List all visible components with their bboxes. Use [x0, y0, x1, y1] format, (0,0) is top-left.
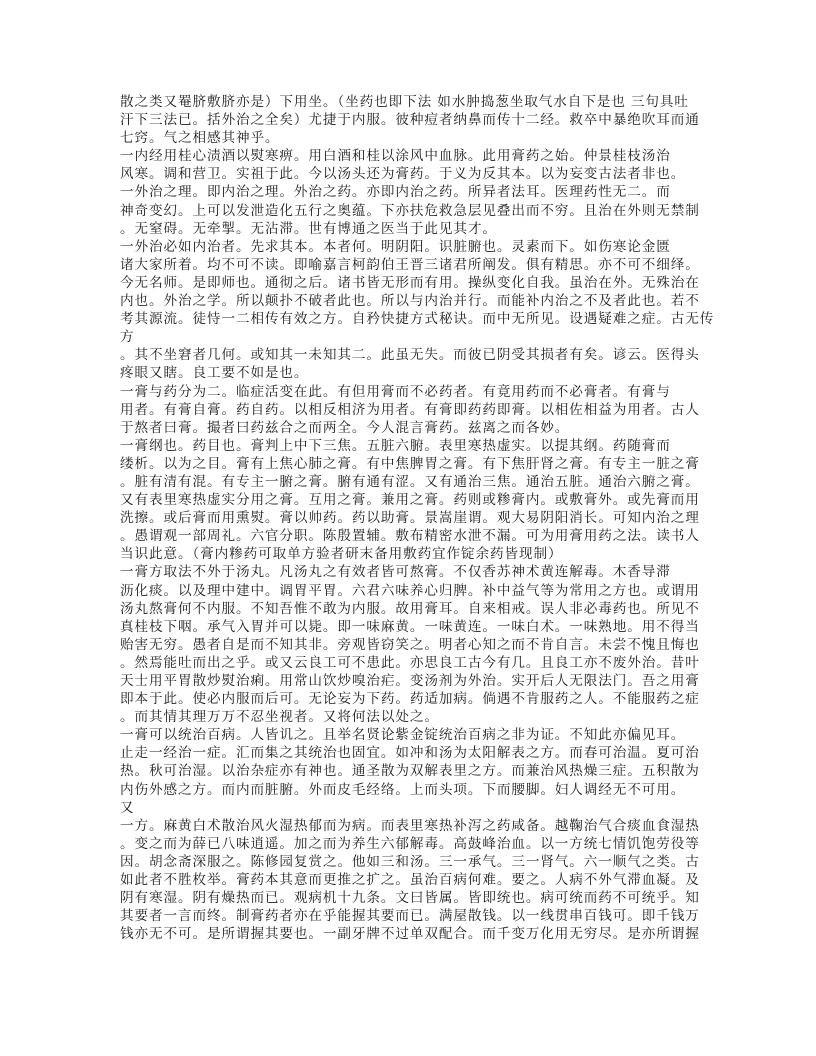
text-line: 用者。有膏自膏。药自药。以相反相济为用者。有膏即药药即膏。以相佐相益为用者。古人	[120, 401, 700, 418]
text-line: 沥化痰。以及理中建中。调胃平胃。六君六味养心归脾。补中益气等为常用之方也。或谓用	[120, 582, 700, 599]
text-line: 内也。外治之学。所以颠扑不破者此也。所以与内治并行。而能补内治之不及者此也。若不	[120, 293, 700, 310]
text-line: 一外治必如内治者。先求其本。本者何。明阴阳。识脏腑也。灵素而下。如伤寒论金匮	[120, 238, 671, 255]
text-line: 天士用平胃散炒熨治痢。用常山饮炒嗅治疟。变汤剂为外治。实开后人无限法门。吾之用膏	[120, 673, 700, 689]
text-line: 如此者不胜枚举。膏药本其意而更推之扩之。虽治百病何难。要之。人病不外气滞血凝。及	[120, 872, 700, 889]
text-line: 。无窒碍。无牵掣。无沾滞。世有博通之医当于此见其才。	[120, 220, 497, 237]
text-line: 一内经用桂心渍酒以熨寒痹。用白酒和桂以涂风中血脉。此用膏药之始。仲景桂枝汤治	[120, 148, 671, 165]
text-line: 热。秋可治湿。以治杂症亦有神也。通圣散为双解表里之方。而兼治风热燥三症。五积散为	[120, 763, 700, 780]
text-line: 即本于此。使必内服而后可。无论妄为下药。药适加病。倘遇不肯服药之人。不能服药之症	[120, 691, 700, 708]
text-line: 于熬者曰膏。撮者曰药兹合之而两全。今人混言膏药。兹离之而各妙。	[120, 419, 570, 436]
text-line: 。变之而为薛已八味逍遥。加之而为养生六郁解毒。高鼓峰治血。以一方统七情饥饱劳役等	[120, 835, 700, 852]
text-line: 神奇变幻。上可以发泄造化五行之奥蕴。下亦扶危救急层见叠出而不穷。且治在外则无禁制	[120, 202, 700, 219]
text-line: 汗下三法已。括外治之全矣）尤捷于内服。彼种痘者纳鼻而传十二经。救卒中暴绝吹耳而通	[120, 112, 700, 129]
text-line: 。愚谓观一部周礼。六官分职。陈殷置辅。敷布精密水泄不漏。可为用膏用药之法。读书人	[120, 528, 700, 545]
text-line: 又有表里寒热虚实分用之膏。互用之膏。兼用之膏。药则或糁膏内。或敷膏外。或先膏而用	[120, 492, 700, 509]
text-line: 七窍。气之相感其神乎。	[120, 130, 280, 147]
text-line: 当识此意。（膏内糁药可取单方验者研末备用敷药宜作锭余药皆现制）	[120, 546, 563, 563]
text-line: 考其源流。徒恃一二相传有效之方。自矜快捷方式秘诀。而中无所见。设遇疑难之症。古无传	[120, 311, 715, 328]
text-line: 真桂枝下咽。承气入胃并可以毙。即一味麻黄。一味黄连。一味白术。一味熟地。用不得当	[120, 618, 700, 635]
text-line: 。而其情其理万万不忍坐视者。又将何法以处之。	[120, 709, 439, 726]
text-line: 因。胡念斋深服之。陈修园复赏之。他如三和汤。三一承气。三一肾气。六一顺气之类。古	[120, 853, 700, 870]
text-line: 风寒。调和营卫。实祖于此。今以汤头还为膏药。于义为反其本。以为妄变古法者非也。	[120, 166, 686, 183]
text-line: 缕析。以为之目。膏有上焦心肺之膏。有中焦脾胃之膏。有下焦肝肾之膏。有专主一脏之膏	[120, 455, 700, 472]
text-line: 诸大家所着。均不可不读。即喻嘉言柯韵伯王晋三诸君所阐发。俱有精思。亦不可不细绎。	[120, 256, 700, 273]
text-line: 贻害无穷。愚者自是而不知其非。旁观皆窃笑之。明者心知之而不肯自言。未尝不愧且悔也	[120, 636, 700, 653]
text-line: 一方。麻黄白术散治风火湿热郁而为病。而表里寒热补泻之药咸备。越鞠治气合痰血食湿热	[120, 817, 700, 834]
text-line: 。脏有清有混。有专主一腑之膏。腑有通有涩。又有通治三焦。通治五脏。通治六腑之膏。	[120, 473, 700, 490]
text-line: 阴有寒湿。阴有燥热而已。观病机十九条。文曰皆属。皆即统也。病可统而药不可统乎。知	[120, 890, 700, 907]
text-line: 又	[120, 799, 135, 816]
document-page	[120, 93, 715, 943]
text-line: 汤丸熬膏何不内服。不知吾惟不敢为内服。故用膏耳。自来相戒。误人非必毒药也。所见不	[120, 600, 700, 617]
text-line: 止走一经治一症。汇而集之其统治也固宜。如冲和汤为太阳解表之方。而春可治温。夏可治	[120, 745, 700, 762]
text-line: 方	[120, 329, 135, 346]
text-line: 一外治之理。即内治之理。外治之药。亦即内治之药。所异者法耳。医理药性无二。而	[120, 184, 671, 201]
text-line: 。然焉能吐而出之乎。或又云良工可不患此。亦思良工古今有几。且良工亦不废外治。昔叶	[120, 654, 700, 671]
text-line: 钱亦无不可。是所谓握其要也。一副牙牌不过单双配合。而千变万化用无穷尽。是亦所谓握	[120, 926, 700, 943]
text-line: 散之类又罨脐敷脐亦是）下用坐。（坐药也即下法 如水肿捣葱坐取气水自下是也 三句具吐	[120, 94, 689, 110]
text-line: 一膏纲也。药目也。膏判上中下三焦。五脏六腑。表里寒热虚实。以提其纲。药随膏而	[120, 437, 671, 454]
text-line: 一膏方取法不外于汤丸。凡汤丸之有效者皆可熬膏。不仅香苏神术黄连解毒。木香导滞	[120, 564, 671, 581]
text-line: 今无名师。是即师也。通彻之后。诸书皆无形而有用。操纵变化自我。虽治在外。无殊治在	[120, 274, 700, 291]
text-line: 其要者一言而终。制膏药者亦在乎能握其要而已。满屋散钱。以一线贯串百钱可。即千钱万	[120, 908, 700, 925]
text-line: 一膏可以统治百病。人皆讥之。且举名贤论紫金锭统治百病之非为证。不知此亦偏见耳。	[120, 727, 686, 744]
text-line: 一膏与药分为二。临症活变在此。有但用膏而不必药者。有竟用药而不必膏者。有膏与	[120, 383, 671, 400]
text-line: 。其不坐窘者几何。或知其一未知其二。此虽无失。而彼已阴受其损者有矣。谚云。医得头	[120, 347, 700, 364]
text-line: 洗擦。或后膏而用熏熨。膏以帅药。药以助膏。景嵩崖谓。观大易阴阳消长。可知内治之理	[120, 510, 700, 527]
text-line: 疼眼又瞎。良工要不如是也。	[120, 365, 309, 382]
text-line: 内伤外感之方。而内而脏腑。外而皮毛经络。上而头项。下而腰脚。妇人调经无不可用。	[120, 781, 686, 798]
